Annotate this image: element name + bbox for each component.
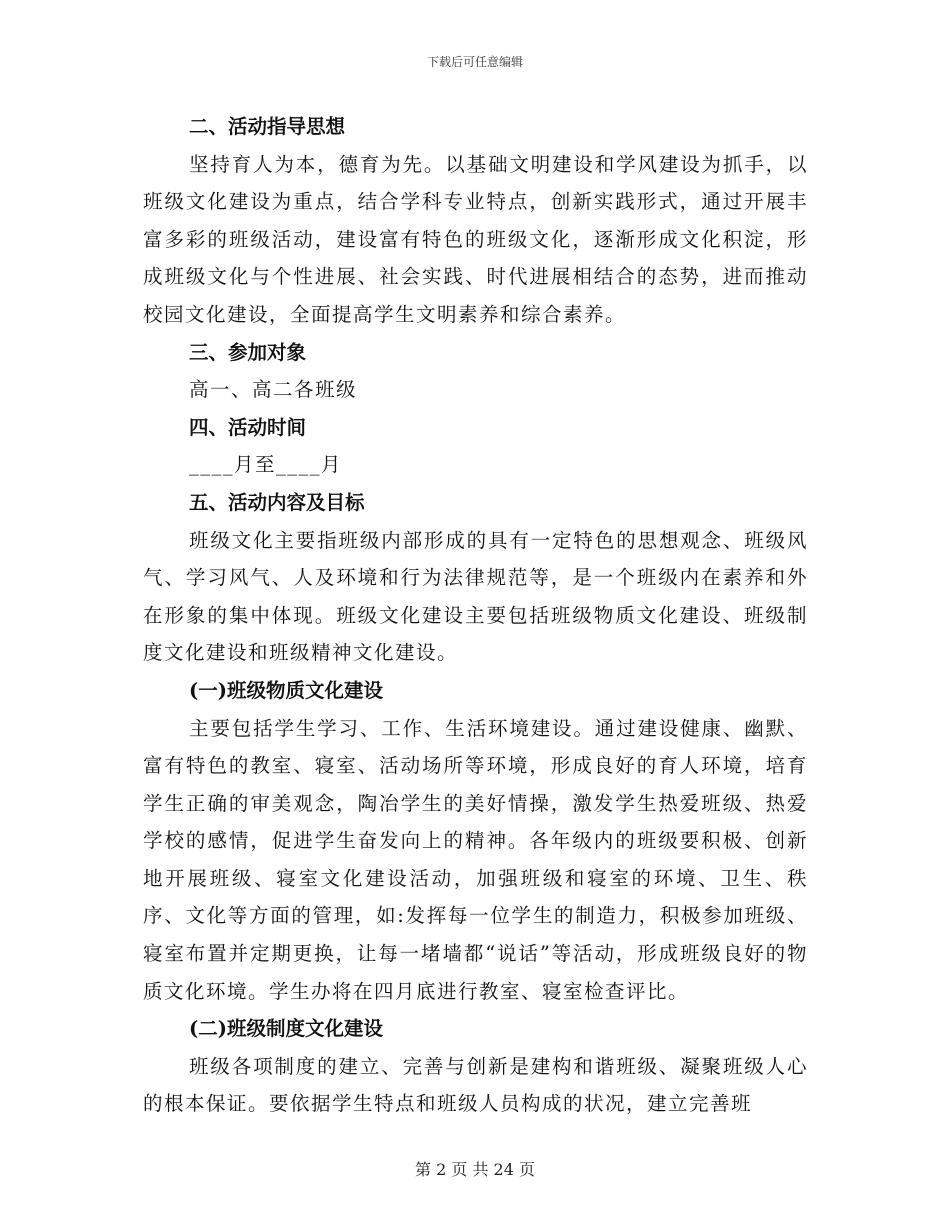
section-heading-participants: 三、参加对象 [189, 340, 307, 364]
paragraph-system-culture: 班级各项制度的建立、完善与创新是建构和谐班级、凝聚班级人心的根本保证。要依据学生特点和班级人员构成的状况，建立完善班 [143, 1054, 808, 1116]
section-heading-content-goals: 五、活动内容及目标 [189, 490, 365, 514]
subsection-heading-material-culture: (一)班级物质文化建设 [189, 678, 383, 702]
document-body [143, 108, 808, 1123]
page-footer: 第 2 页 共 24 页 [415, 1160, 535, 1179]
paragraph-material-culture: 主要包括学生学习、工作、生活环境建设。通过建设健康、幽默、富有特色的教室、寝室、活动场所等环境，形成良好的育人环境，培育学生正确的审美观念，陶冶学生的美好情操，激发学生热爱班级、热爱学校的感情，促进学生奋发向上的精神。各年级内的班级要积极、创新地开展班级、寝室文化建设活动，加强班级和寝室的环境、卫生、秩序、文化等方面的管理，如:发挥每一位学生的制造力，积极参加班级、寝室布置并定期更换，让每一堵墙都“说话”等活动，形成班级良好的物质文化环境。学生办将在四月底进行教室、寝室检查评比。 [143, 716, 808, 1003]
paragraph-guiding-ideology: 坚持育人为本，德育为先。以基础文明建设和学风建设为抓手，以班级文化建设为重点，结合学科专业特点，创新实践形式，通过开展丰富多彩的班级活动，建设富有特色的班级文化，逐渐形成文化积淀，形成班级文化与个性进展、社会实践、时代进展相结合的态势，进而推动校园文化建设，全面提高学生文明素养和综合素养。 [143, 152, 808, 326]
section-heading-guiding-ideology: 二、活动指导思想 [189, 115, 346, 138]
participants-text: 高一、高二各班级 [189, 378, 358, 402]
page-header: 下载后可任意编辑 [426, 55, 523, 69]
paragraph-content-goals: 班级文化主要指班级内部形成的具有一定特色的思想观念、班级风气、学习风气、人及环境和行为法律规范等，是一个班级内在素养和外在形象的集中体现。班级文化建设主要包括班级物质文化建设、班级制度文化建设和班级精神文化建设。 [143, 528, 808, 665]
section-heading-activity-time: 四、活动时间 [189, 415, 307, 439]
activity-time-text: ____月至____月 [189, 453, 343, 477]
subsection-heading-system-culture: (二)班级制度文化建设 [189, 1017, 383, 1041]
